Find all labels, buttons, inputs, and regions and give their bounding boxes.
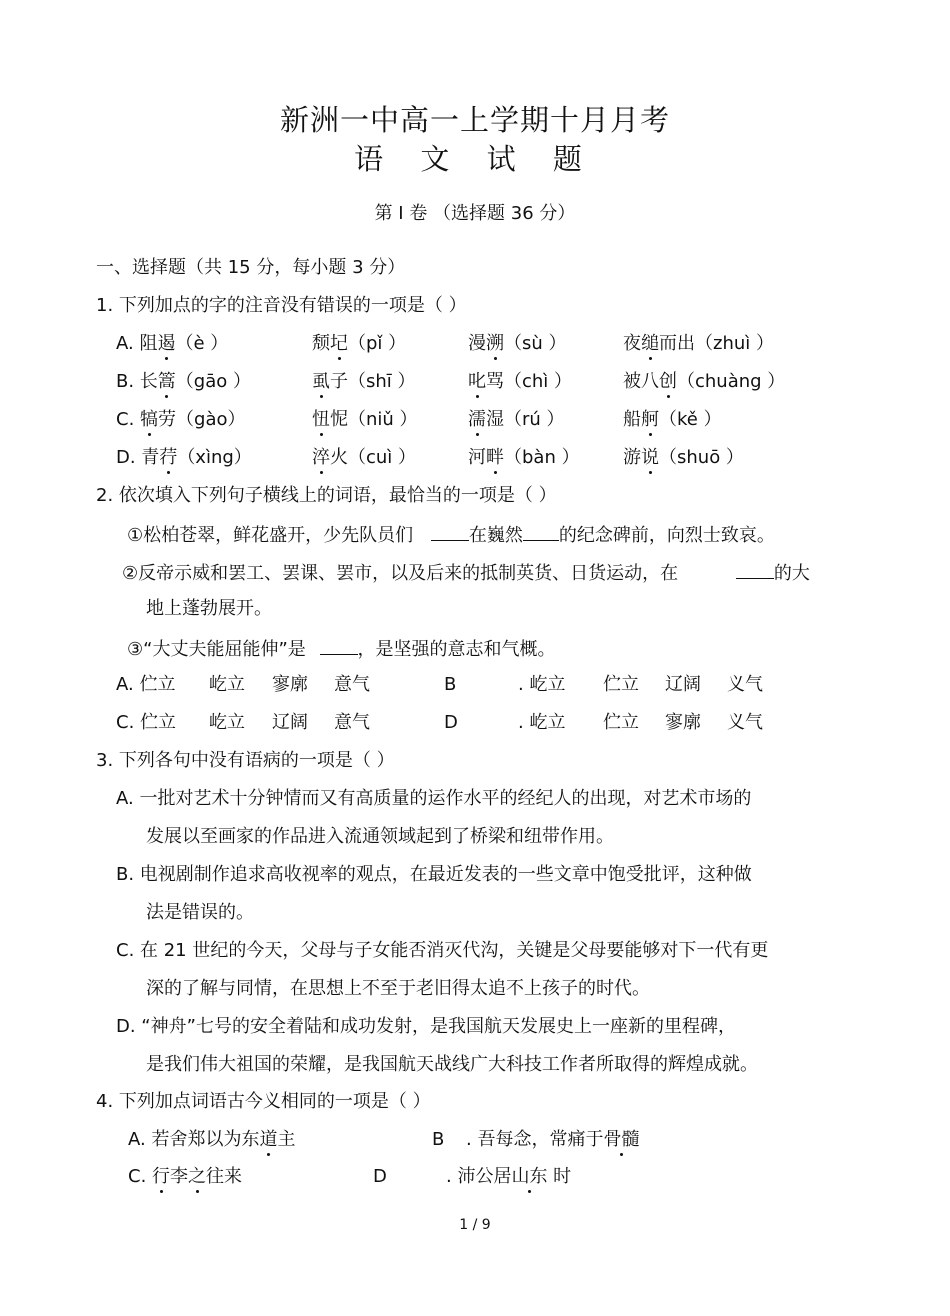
dotted-char: 忸 [312, 409, 330, 430]
section-heading: 第 I 卷 （选择题 36 分） [374, 203, 576, 224]
option-text: A. 阻 [116, 333, 158, 354]
question-3-option: B. 电视剧制作追求高收视率的观点，在最近发表的一些文章中饱受批评，这种做 [116, 864, 752, 885]
option-text: 船 [623, 409, 641, 430]
question-1-option-cell [623, 449, 744, 467]
question-3-option-cont: 发展以至画家的作品进入流通领域起到了桥梁和纽带作用。 [146, 826, 614, 847]
question-2-option-word: C. 伫立 [116, 712, 177, 733]
dotted-char: 篙 [157, 371, 176, 392]
dotted-word: 骨髓 [603, 1129, 640, 1150]
option-text: C. [116, 409, 141, 430]
question-4-option-c [128, 1168, 242, 1186]
question-4-option-b-label: B [432, 1129, 445, 1150]
question-1-option-cell [623, 411, 722, 429]
question-2-sentence-2 [122, 562, 810, 583]
question-2-option-word: 意气 [334, 674, 370, 695]
question-1-option-cell [468, 373, 572, 391]
question-1-stem: 1. 下列加点的字的注音没有错误的一项是（ ） [96, 295, 467, 316]
fill-blank [736, 562, 774, 579]
question-1-option-cell [468, 449, 580, 467]
question-2-option-word: 寥廓 [272, 674, 308, 695]
pinyin-text: 劳（gào） [158, 409, 246, 430]
dotted-char: 犒 [140, 409, 159, 430]
question-1-option-cell [312, 411, 418, 429]
question-3-stem: 3. 下列各句中没有语病的一项是（ ） [96, 750, 395, 771]
question-4-option-a [128, 1131, 295, 1149]
question-1-option-cell [116, 335, 228, 353]
question-2-sentence-3 [127, 638, 556, 659]
question-3-option: C. 在 21 世纪的今天，父母与子女能否消灭代沟，关键是父母要能够对下一代有更 [116, 940, 769, 961]
question-2-sentence-1 [127, 524, 775, 545]
question-2-option-word: D [444, 712, 458, 733]
question-1-option-cell [312, 335, 406, 353]
dotted-char: 荇 [159, 447, 178, 468]
pinyin-text: （è ） [175, 333, 229, 354]
sentence-text: 在巍然 [468, 525, 523, 546]
part-heading: 一、选择题（共 15 分，每小题 3 分） [96, 257, 406, 278]
option-text: 被八 [623, 371, 659, 392]
sentence-text: ，是坚强的意志和气概。 [357, 639, 556, 660]
question-1-option-cell [623, 373, 785, 391]
dotted-char: 圮 [330, 333, 348, 354]
dotted-char: 创 [659, 371, 677, 392]
option-text: 漫 [468, 333, 486, 354]
dotted-word: 山东 [511, 1166, 548, 1187]
sentence-text: 的纪念碑前，向烈士致哀。 [558, 525, 775, 546]
fill-blank [320, 638, 358, 655]
sentence-text: ①松柏苍翠，鲜花盛开，少先队员们 [127, 525, 414, 546]
option-text: 李 [170, 1166, 189, 1187]
question-2-option-word: 义气 [727, 674, 763, 695]
fill-blank [431, 524, 469, 541]
option-text: 往来 [206, 1166, 243, 1187]
question-2-option-word: 屹立 [209, 712, 245, 733]
question-1-option-cell [116, 373, 251, 391]
question-4-option-d [446, 1168, 571, 1186]
option-text: A. 若舍郑以为 [128, 1129, 242, 1150]
sentence-text: 的大 [773, 563, 810, 584]
option-text: . 沛公居 [446, 1166, 512, 1187]
question-1-option-cell [623, 335, 774, 353]
question-2-sentence-2-cont: 地上蓬勃展开。 [146, 598, 272, 619]
dotted-word: 之 [188, 1166, 207, 1187]
question-3-option-cont: 是我们伟大祖国的荣耀，是我国航天战线广大科技工作者所取得的辉煌成就。 [146, 1054, 758, 1075]
pinyin-text: 湿（rú ） [486, 409, 565, 430]
question-3-option: A. 一批对艺术十分钟情而又有高质量的运作水平的经纪人的出现，对艺术市场的 [116, 788, 752, 809]
question-1-option-cell [116, 449, 252, 467]
exam-subtitle: 语 文 试 题 [354, 142, 596, 176]
dotted-char: 溯 [486, 333, 504, 354]
option-text: 河 [468, 447, 486, 468]
pinyin-text: （shuō ） [659, 447, 744, 468]
option-text: 时 [547, 1166, 572, 1187]
dotted-char: 濡 [468, 409, 486, 430]
option-text: D. 青 [116, 447, 160, 468]
question-2-option-word: . 屹立 [518, 674, 566, 695]
question-4-option-d-label: D [373, 1166, 387, 1187]
exam-title: 新洲一中高一上学期十月月考 [279, 103, 670, 137]
pinyin-text: （xìng） [177, 447, 252, 468]
question-2-option-word: 意气 [334, 712, 370, 733]
option-text: 游 [623, 447, 641, 468]
question-4-option-b [466, 1131, 639, 1149]
pinyin-text: （gāo ） [175, 371, 251, 392]
question-2-option-word: A. 伫立 [116, 674, 176, 695]
option-text: 颓 [312, 333, 330, 354]
dotted-char: 畔 [486, 447, 504, 468]
dotted-char: 叱 [468, 371, 486, 392]
dotted-char: 遏 [157, 333, 176, 354]
dotted-char: 淬 [312, 447, 330, 468]
dotted-char: 虱 [312, 371, 330, 392]
pinyin-text: （pǐ ） [348, 333, 407, 354]
pinyin-text: 骂（chì ） [486, 371, 573, 392]
question-2-option-word: 辽阔 [272, 712, 308, 733]
sentence-text: ②反帝示威和罢工、罢课、罢市，以及后来的抵制英货、日货运动，在 [122, 563, 679, 584]
question-2-option-word: 辽阔 [665, 674, 701, 695]
question-3-option-cont: 深的了解与同情，在思想上不至于老旧得太追不上孩子的时代。 [146, 978, 650, 999]
question-3-option: D. “神舟”七号的安全着陆和成功发射，是我国航天发展史上一座新的里程碑， [116, 1016, 736, 1037]
question-3-option-cont: 法是错误的。 [146, 902, 254, 923]
question-2-option-word: 伫立 [603, 674, 639, 695]
option-text: B. 长 [116, 371, 158, 392]
question-2-option-word: 义气 [727, 712, 763, 733]
dotted-char: 缒 [641, 333, 659, 354]
dotted-word: 行 [152, 1166, 171, 1187]
pinyin-text: （bàn ） [504, 447, 580, 468]
question-1-option-cell [312, 373, 416, 391]
dotted-word: 东道主 [241, 1129, 296, 1150]
pinyin-text: （chuàng ） [677, 371, 786, 392]
dotted-char: 说 [641, 447, 659, 468]
pinyin-text: 怩（niǔ ） [330, 409, 418, 430]
pinyin-text: （kě ） [659, 409, 722, 430]
option-text: . 吾每念，常痛于 [466, 1129, 604, 1150]
sentence-text: ③“大丈夫能屈能伸”是 [127, 639, 306, 660]
question-2-option-word: 屹立 [209, 674, 245, 695]
option-text: 夜 [623, 333, 641, 354]
pinyin-text: 火（cuì ） [330, 447, 417, 468]
dotted-char: 舸 [641, 409, 659, 430]
question-1-option-cell [468, 411, 565, 429]
question-2-option-word: . 屹立 [518, 712, 566, 733]
question-1-option-cell [312, 449, 416, 467]
page-number: 1 / 9 [459, 1217, 491, 1233]
question-2-stem: 2. 依次填入下列句子横线上的词语，最恰当的一项是（ ） [96, 485, 557, 506]
question-4-stem: 4. 下列加点词语古今义相同的一项是（ ） [96, 1091, 431, 1112]
fill-blank [523, 524, 559, 541]
question-1-option-cell [116, 411, 245, 429]
pinyin-text: （sù ） [504, 333, 567, 354]
question-1-option-cell [468, 335, 567, 353]
pinyin-text: 子（shī ） [330, 371, 416, 392]
question-2-option-word: 伫立 [603, 712, 639, 733]
question-2-option-word: B [444, 674, 457, 695]
question-2-option-word: 寥廓 [665, 712, 701, 733]
pinyin-text: 而出（zhuì ） [659, 333, 774, 354]
option-text: C. [128, 1166, 153, 1187]
